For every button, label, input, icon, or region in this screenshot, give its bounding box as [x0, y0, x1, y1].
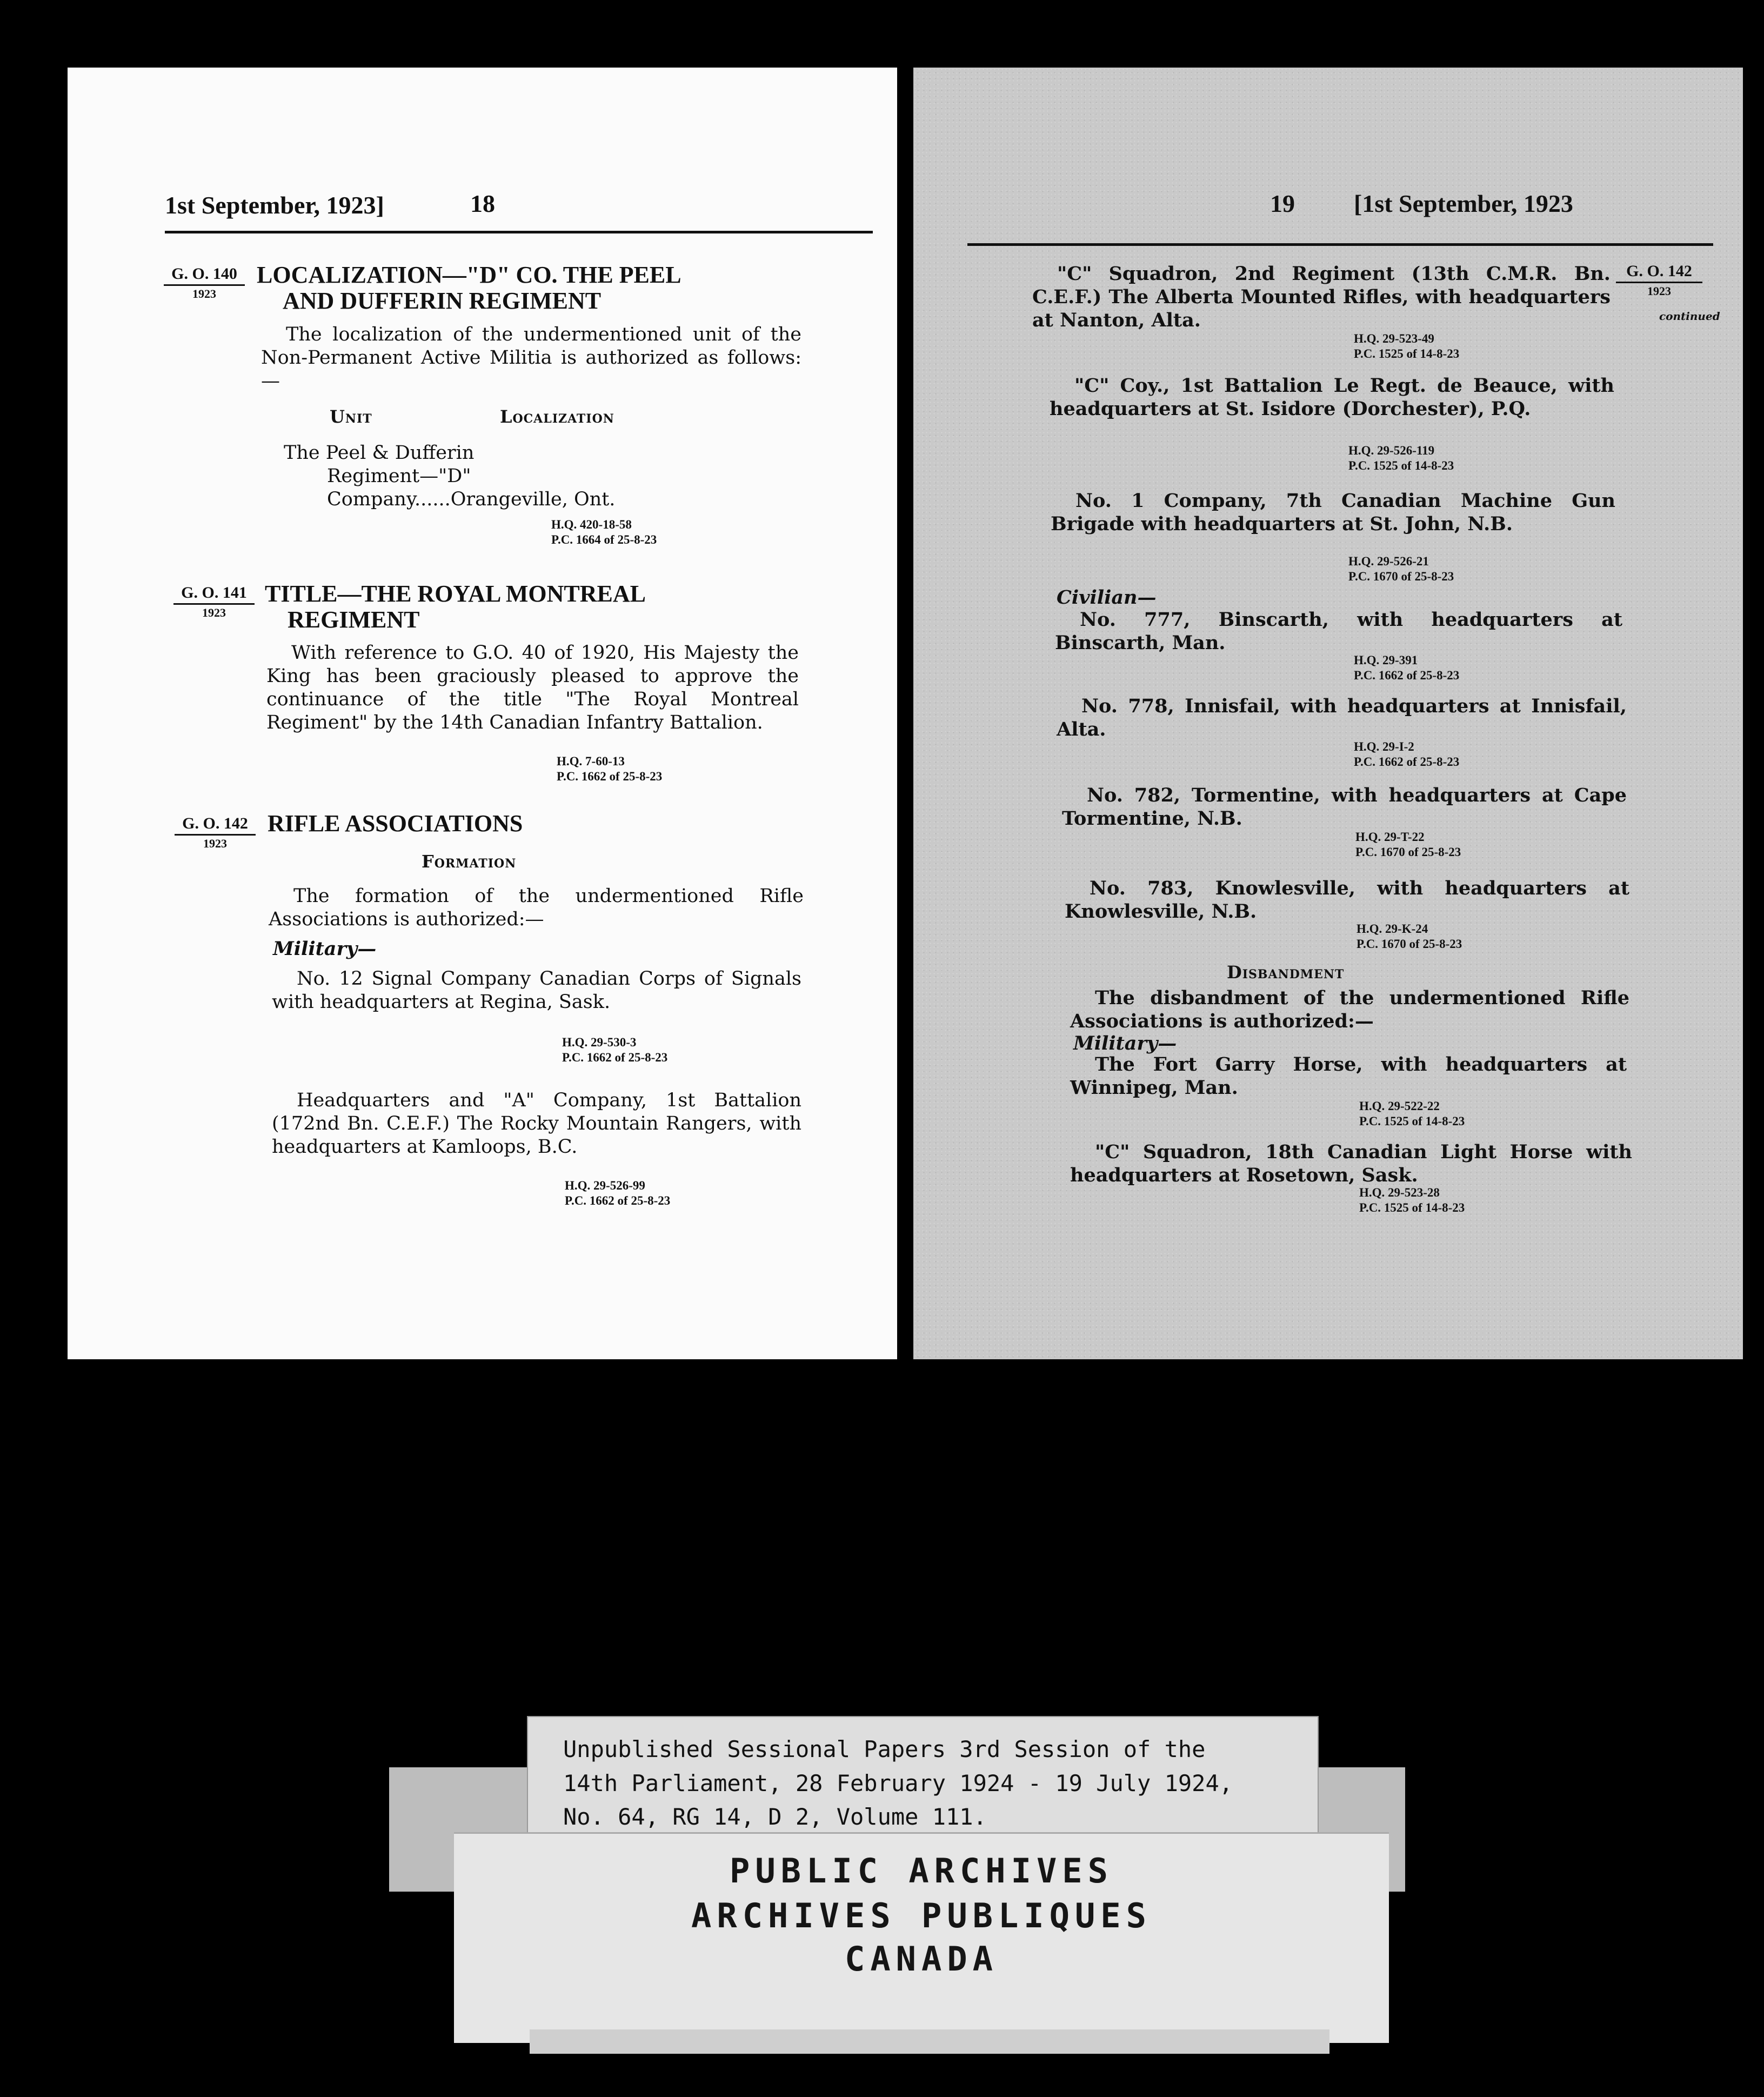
hq-reference: H.Q. 29-526-119: [1348, 444, 1435, 457]
stamp-line: CANADA: [845, 1939, 998, 1979]
go-number: G. O. 142: [182, 814, 248, 832]
pc-reference: P.C. 1664 of 25-8-23: [551, 533, 657, 546]
reference-block: [551, 517, 657, 547]
hq-reference: H.Q. 29-523-49: [1354, 332, 1434, 345]
reference-block: [1348, 554, 1454, 584]
pc-reference: P.C. 1670 of 25-8-23: [1357, 937, 1462, 951]
pc-reference: P.C. 1525 of 14-8-23: [1354, 347, 1460, 360]
order-body: The localization of the undermentioned unit of the Non-Permanent Active Militia is authorized as follows:—: [261, 324, 801, 392]
hq-reference: H.Q. 29-391: [1354, 653, 1418, 667]
left-page: [68, 68, 897, 1359]
hq-reference: H.Q. 29-530-3: [562, 1036, 637, 1049]
hq-reference: H.Q. 29-K-24: [1357, 922, 1428, 936]
association-entry: No. 778, Innisfail, with headquarters at Innisfail, Alta.: [1057, 695, 1627, 740]
go-number-block: [164, 265, 245, 301]
pc-reference: P.C. 1662 of 25-8-23: [1354, 669, 1460, 682]
go-number-block: [173, 584, 255, 620]
reference-block: [1354, 331, 1459, 362]
unit-line: Company......Orangeville, Ont.: [327, 489, 616, 510]
hq-reference: H.Q. 29-526-99: [565, 1179, 645, 1192]
section-subheading: Disbandment: [1227, 962, 1345, 983]
order-title-line: TITLE—THE ROYAL MONTREAL: [265, 580, 646, 607]
reference-block: [565, 1178, 670, 1208]
order-title: RIFLE ASSOCIATIONS: [268, 810, 523, 837]
order-title: [257, 262, 873, 314]
running-date-right: [1st September, 1923: [1354, 190, 1573, 217]
reference-block: [1355, 830, 1461, 860]
association-entry: "C" Squadron, 18th Canadian Light Horse with headquarters at Rosetown, Sask.: [1070, 1141, 1632, 1186]
association-entry: "C" Coy., 1st Battalion Le Regt. de Beauce, with headquarters at St. Isidore (Dorchester), P.Q.: [1050, 375, 1614, 420]
pc-reference: P.C. 1525 of 14-8-23: [1348, 459, 1454, 472]
page-number-right: 19: [1270, 190, 1295, 217]
go-number-block: [175, 814, 256, 851]
unit-entry: [284, 442, 615, 511]
unit-line: The Peel & Dufferin: [284, 442, 475, 464]
go-year: 1923: [175, 834, 256, 851]
stamp-line: ARCHIVES PUBLIQUES: [691, 1896, 1152, 1935]
pc-reference: P.C. 1662 of 25-8-23: [557, 770, 663, 783]
pc-reference: P.C. 1525 of 14-8-23: [1359, 1114, 1465, 1128]
reference-block: [1359, 1099, 1465, 1129]
order-body: The formation of the undermentioned Rifle Associations is authorized:—: [269, 885, 804, 930]
go-number-block: [1616, 262, 1702, 298]
citation-line: No. 64, RG 14, D 2, Volume 111.: [563, 1804, 987, 1830]
right-page: [913, 68, 1743, 1359]
go-number: G. O. 141: [181, 584, 247, 602]
running-date-left: 1st September, 1923]: [165, 191, 384, 219]
reference-block: [1348, 443, 1454, 473]
unit-line: Regiment—"D": [327, 465, 471, 487]
hq-reference: H.Q. 29-I-2: [1354, 740, 1414, 753]
column-header-localization: Localization: [500, 406, 614, 427]
association-entry: The Fort Garry Horse, with headquarters at Winnipeg, Man.: [1070, 1053, 1627, 1099]
order-title-line: AND DUFFERIN REGIMENT: [283, 288, 602, 314]
section-subheading: Formation: [422, 851, 517, 872]
continued-note: continued: [1659, 310, 1720, 323]
stamp-line: PUBLIC ARCHIVES: [730, 1851, 1113, 1891]
order-title-line: LOCALIZATION—"D" CO. THE PEEL: [257, 262, 681, 288]
pc-reference: P.C. 1662 of 25-8-23: [562, 1051, 668, 1064]
column-header-unit: Unit: [330, 406, 372, 427]
hq-reference: H.Q. 7-60-13: [557, 754, 625, 768]
association-entry: "C" Squadron, 2nd Regiment (13th C.M.R. Bn. C.E.F.) The Alberta Mounted Rifles, with headquarters at Nanton, Alta.: [1032, 263, 1611, 331]
hq-reference: H.Q. 29-T-22: [1355, 830, 1425, 844]
category-label: Military—: [273, 938, 377, 960]
archive-citation-label: [527, 1716, 1319, 1850]
reference-block: [1354, 739, 1459, 770]
go-year: 1923: [173, 603, 255, 620]
hq-reference: H.Q. 420-18-58: [551, 518, 632, 531]
hq-reference: H.Q. 29-526-21: [1348, 555, 1429, 568]
reference-block: [1359, 1185, 1465, 1216]
category-label: Civilian—: [1057, 586, 1157, 609]
association-entry: No. 782, Tormentine, with headquarters at Cape Tormentine, N.B.: [1062, 784, 1627, 830]
disbandment-body: The disbandment of the undermentioned Rifle Associations is authorized:—: [1070, 987, 1629, 1032]
association-entry: No. 777, Binscarth, with headquarters at Binscarth, Man.: [1055, 609, 1622, 654]
go-year: 1923: [164, 284, 245, 301]
citation-line: Unpublished Sessional Papers 3rd Session of the: [563, 1736, 1206, 1762]
go-number: G. O. 140: [171, 265, 237, 283]
header-rule-left: [165, 231, 873, 233]
order-body: With reference to G.O. 40 of 1920, His Majesty the King has been graciously pleased to approve the continuance of the title "The Royal Montreal Regiment" by the 14th Canadian Infantry Battalion.: [266, 642, 799, 733]
go-number: G. O. 142: [1626, 262, 1692, 280]
association-entry: No. 12 Signal Company Canadian Corps of Signals with headquarters at Regina, Sask.: [272, 968, 801, 1013]
archive-stamp-label: [454, 1832, 1389, 2043]
reference-block: [1357, 921, 1462, 952]
hq-reference: H.Q. 29-522-22: [1359, 1099, 1440, 1113]
reference-block: [1354, 653, 1459, 683]
reference-block: [557, 754, 662, 784]
order-title: [265, 581, 827, 633]
order-title-line: REGIMENT: [288, 606, 420, 633]
citation-line: 14th Parliament, 28 February 1924 - 19 July 1924,: [563, 1770, 1233, 1797]
label-bottom-strip: [530, 2029, 1329, 2054]
category-label: Military—: [1073, 1032, 1177, 1054]
pc-reference: P.C. 1662 of 25-8-23: [565, 1194, 671, 1207]
pc-reference: P.C. 1662 of 25-8-23: [1354, 755, 1460, 769]
pc-reference: P.C. 1670 of 25-8-23: [1348, 570, 1454, 583]
header-rule-right: [967, 243, 1713, 246]
hq-reference: H.Q. 29-523-28: [1359, 1186, 1440, 1199]
page-number-left: 18: [470, 190, 495, 217]
reference-block: [562, 1035, 667, 1065]
pc-reference: P.C. 1525 of 14-8-23: [1359, 1201, 1465, 1214]
association-entry: No. 783, Knowlesville, with headquarters at Knowlesville, N.B.: [1065, 877, 1629, 923]
association-entry: Headquarters and "A" Company, 1st Battalion (172nd Bn. C.E.F.) The Rocky Mountain Rangers, with headquarters at Kamloops, B.C.: [272, 1090, 801, 1158]
association-entry: No. 1 Company, 7th Canadian Machine Gun Brigade with headquarters at St. John, N.B.: [1051, 490, 1615, 535]
go-year: 1923: [1616, 282, 1702, 298]
pc-reference: P.C. 1670 of 25-8-23: [1355, 845, 1461, 859]
